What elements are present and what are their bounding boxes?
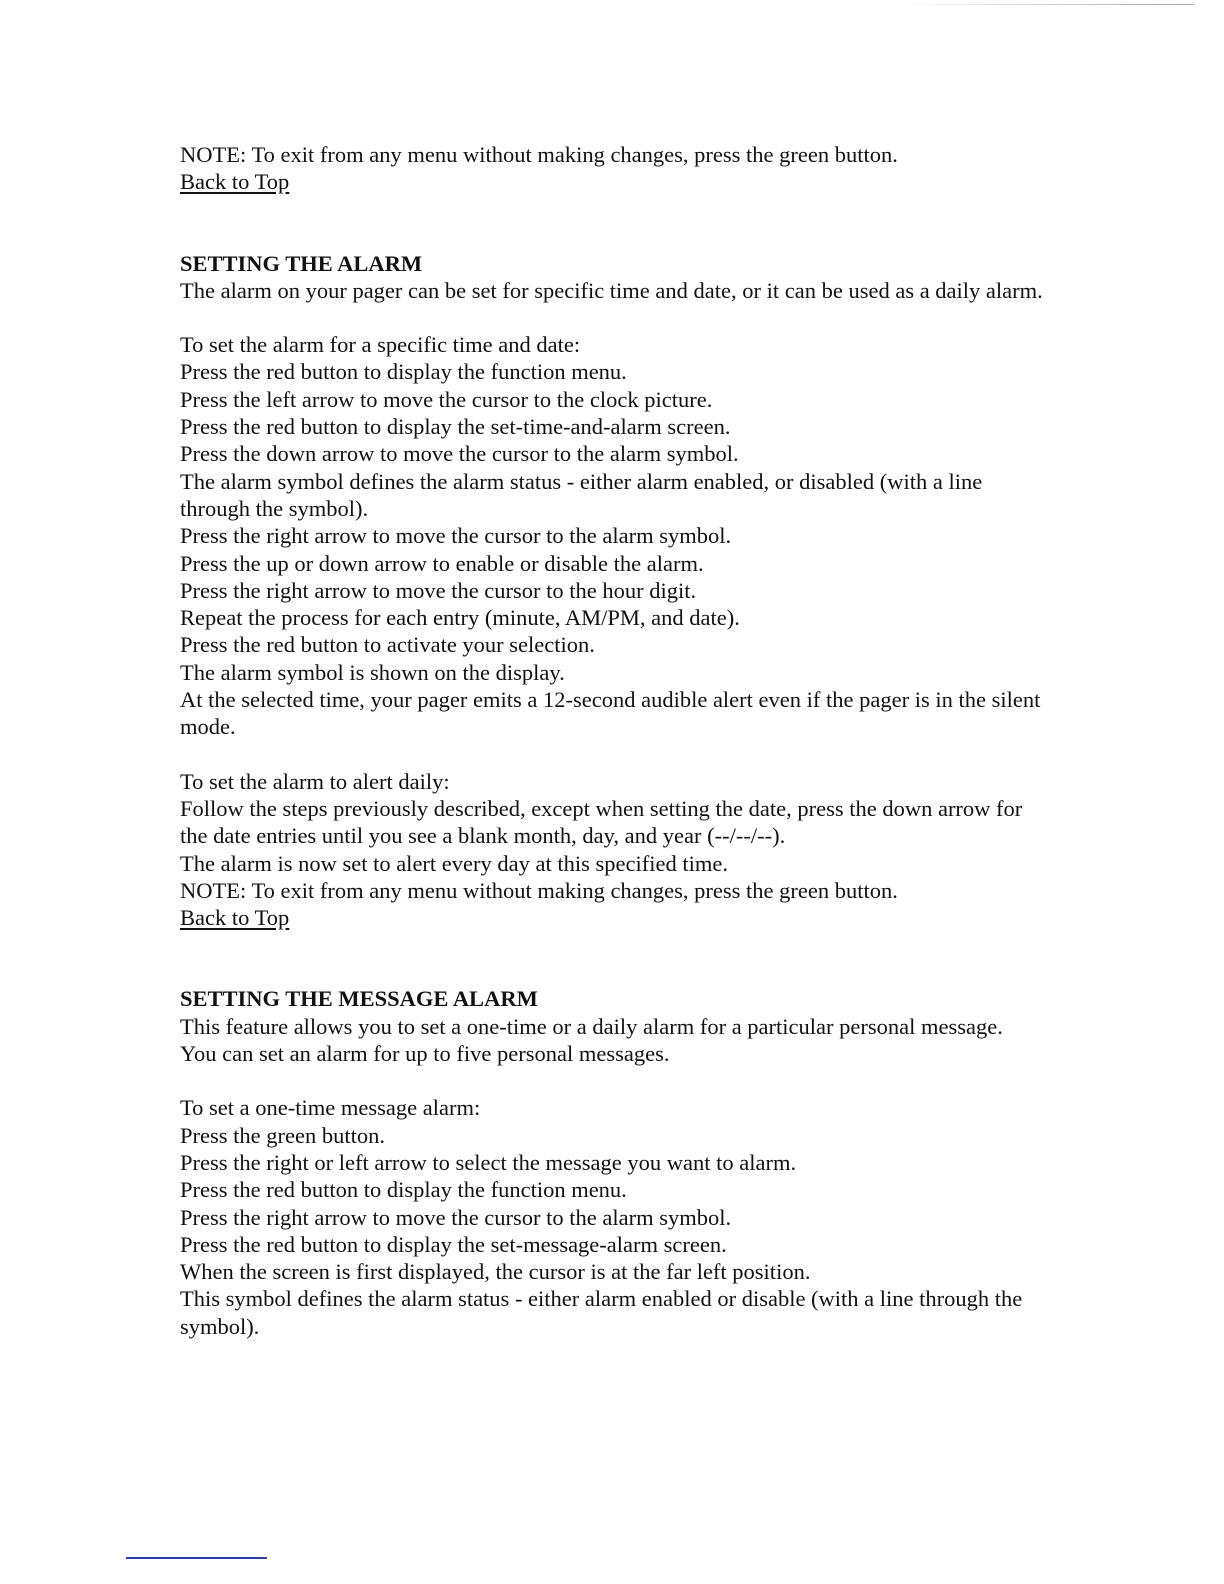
message-step: Press the right or left arrow to select the message you want to alarm. <box>180 1149 797 1175</box>
alarm-step: Repeat the process for each entry (minute, AM/PM, and date). <box>180 605 740 631</box>
back-to-top-link[interactable]: Back to Top <box>180 905 290 931</box>
message-step: Press the red button to display the function menu. <box>180 1177 627 1203</box>
message-alarm-intro: This feature allows you to set a one-time or a daily alarm for a particular personal message. <box>180 1013 1003 1039</box>
alarm-step: Press the left arrow to move the cursor to the clock picture. <box>180 386 713 412</box>
message-step: Press the green button. <box>180 1122 385 1148</box>
message-step: This symbol defines the alarm status - either alarm enabled or disable (with a line through the symbol). <box>180 1286 1023 1339</box>
alarm-step: Press the red button to display the set-time-and-alarm screen. <box>180 414 731 440</box>
message-step: When the screen is first displayed, the cursor is at the far left position. <box>180 1259 811 1285</box>
daily-step-note: NOTE: To exit from any menu without making changes, press the green button. <box>180 877 898 903</box>
alarm-step: Press the up or down arrow to enable or disable the alarm. <box>180 550 704 576</box>
alarm-step: At the selected time, your pager emits a 12-second audible alert even if the pager is in the silent mode. <box>180 687 1041 740</box>
alarm-step: Press the red button to display the function menu. <box>180 359 627 385</box>
scan-artifact-top <box>894 4 1194 5</box>
back-to-top-link[interactable]: Back to Top <box>180 169 290 195</box>
message-step: Press the right arrow to move the cursor to the alarm symbol. <box>180 1204 732 1230</box>
alarm-step: The alarm symbol is shown on the display. <box>180 659 565 685</box>
document-body <box>180 141 1050 1340</box>
section-heading-alarm: SETTING THE ALARM <box>180 250 423 276</box>
scan-artifact-bottom <box>126 1557 267 1559</box>
alarm-step: Press the right arrow to move the cursor to the hour digit. <box>180 577 697 603</box>
section-heading-message-alarm: SETTING THE MESSAGE ALARM <box>180 986 538 1012</box>
message-alarm-intro: You can set an alarm for up to five personal messages. <box>180 1041 670 1067</box>
alarm-step: Press the red button to activate your selection. <box>180 632 595 658</box>
intro-note: NOTE: To exit from any menu without making changes, press the green button. <box>180 142 898 167</box>
onetime-message-title: To set a one-time message alarm: <box>180 1095 481 1121</box>
alarm-step: Press the right arrow to move the cursor to the alarm symbol. <box>180 523 732 549</box>
daily-alarm-title: To set the alarm to alert daily: <box>180 768 450 794</box>
specific-time-title: To set the alarm for a specific time and date: <box>180 332 581 358</box>
daily-step: Follow the steps previously described, except when setting the date, press the down arrow for the date entries until you see a blank month, day, and year (--/--/--). <box>180 795 1023 849</box>
alarm-step: The alarm symbol defines the alarm status - either alarm enabled, or disabled (with a line through the symbol). <box>180 468 983 521</box>
alarm-intro: The alarm on your pager can be set for specific time and date, or it can be used as a daily alarm. <box>180 277 1043 303</box>
daily-step: The alarm is now set to alert every day at this specified time. <box>180 850 728 876</box>
message-step: Press the red button to display the set-message-alarm screen. <box>180 1231 727 1257</box>
alarm-step: Press the down arrow to move the cursor to the alarm symbol. <box>180 441 739 467</box>
